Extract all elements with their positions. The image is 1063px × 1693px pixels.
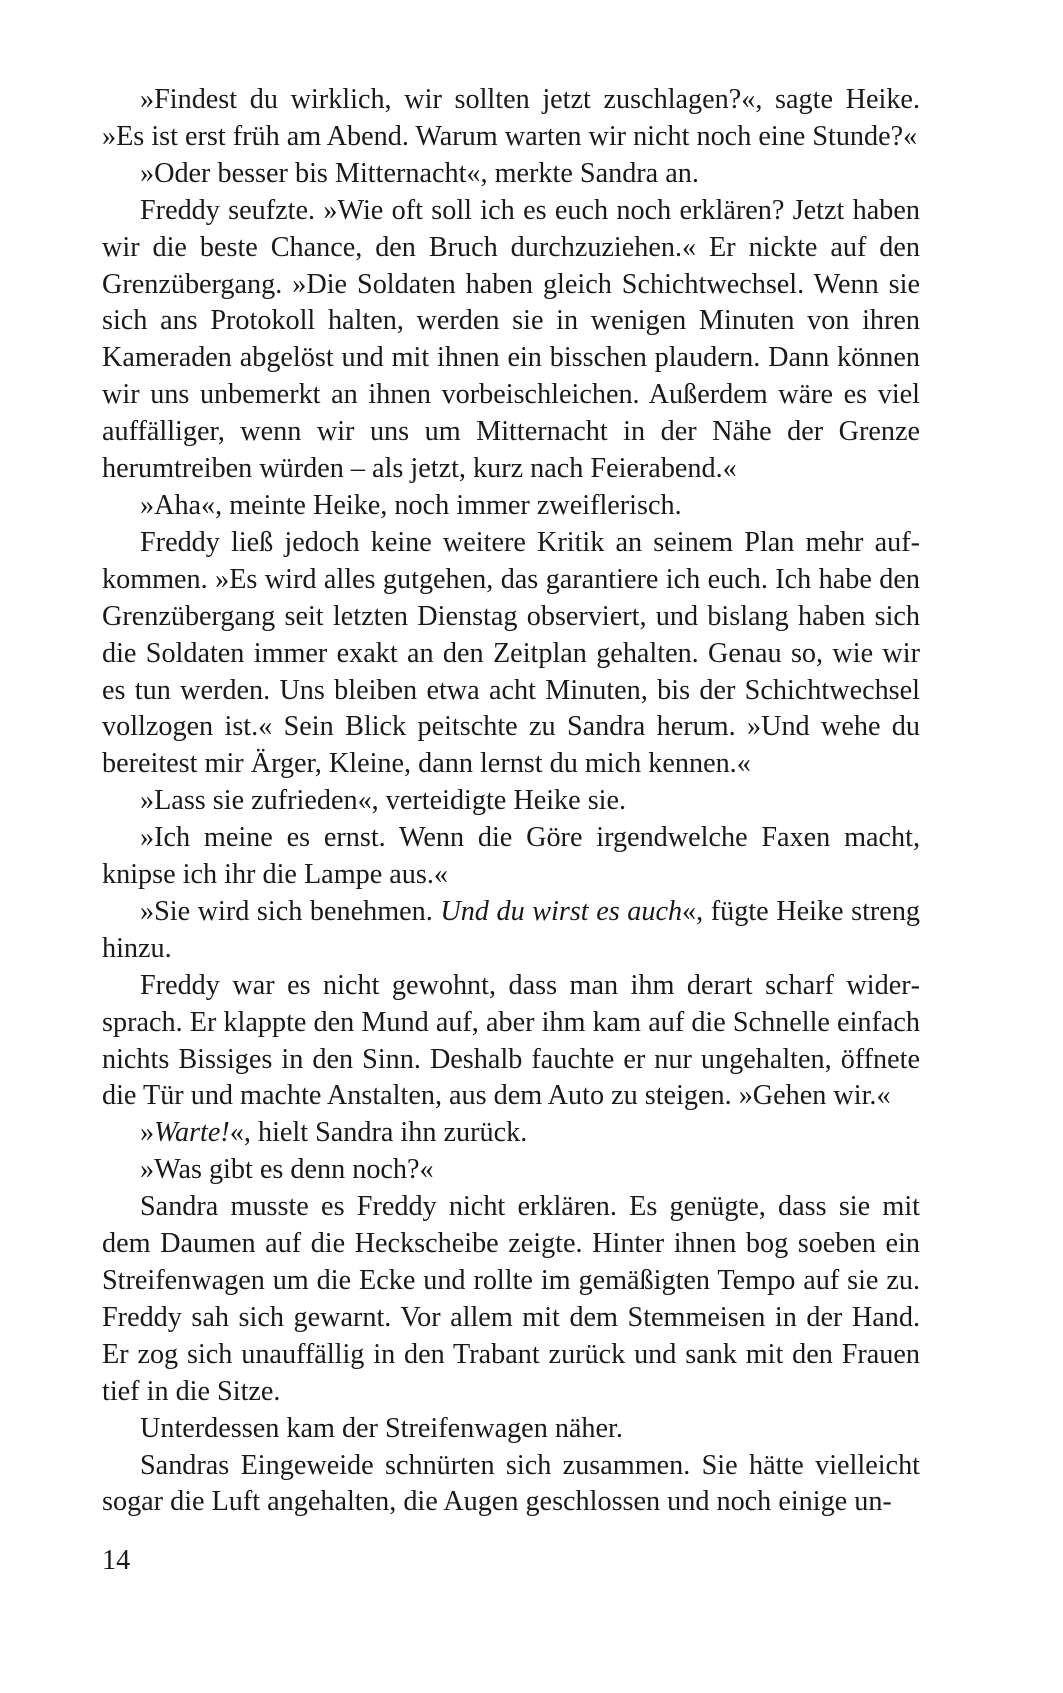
page-number: 14 [102,1545,131,1576]
paragraph-text: »Sie wird sich benehmen. [140,895,441,927]
paragraph: »Was gibt es denn noch?« [140,1154,434,1186]
paragraph: Freddy ließ jedoch keine weitere Kritik an seinem Plan mehr aufkommen. »Es wird alles gutgehen, das garantiere ich euch. Ich habe den Grenzübergang seit letzten Dienstag observiert, und bislang haben sich die Soldaten immer exakt an den Zeitplan gehalten. Genau so, wie wir es tun werden. Uns bleiben etwa acht Minuten, bis der Schichtwechsel vollzogen ist.« Sein Blick peitschte zu Sandra herum. »Und wehe du bereitest mir Ärger, Kleine, dann lernst du mich kennen.« [102,526,920,780]
paragraph: Sandras Eingeweide schnürten sich zusammen. Sie hätte vielleicht sogar die Luft angehalten, die Augen geschlossen und noch einige un- [102,1449,920,1518]
italic-emphasis: Warte! [154,1117,230,1149]
italic-emphasis: Und du wirst es auch [440,895,683,927]
paragraph-text: «, hielt Sandra ihn zurück. [229,1117,528,1149]
paragraph: »Aha«, meinte Heike, noch immer zweiflerisch. [140,489,682,521]
paragraph [102,1115,920,1152]
book-page-text [102,82,920,1521]
paragraph: »Lass sie zufrieden«, verteidigte Heike sie. [140,785,627,817]
paragraph-text: » [140,1117,155,1149]
paragraph: »Ich meine es ernst. Wenn die Göre irgendwelche Faxen macht, knipse ich ihr die Lampe aus.« [102,822,920,891]
paragraph: Unterdessen kam der Streifenwagen näher. [140,1412,623,1444]
paragraph: Freddy seufzte. »Wie oft soll ich es euch noch erklären? Jetzt haben wir die beste Chance, den Bruch durchzuziehen.« Er nickte auf den Grenzübergang. »Die Soldaten haben gleich Schichtwechsel. Wenn sie sich ans Protokoll halten, werden sie in wenigen Minuten von ihren Kameraden abgelöst und mit ihnen ein bisschen plaudern. Dann können wir uns unbemerkt an ihnen vorbeischleichen. Außerdem wäre es viel auffälliger, wenn wir uns um Mitternacht in der Nähe der Grenze herumtreiben würden – als jetzt, kurz nach Feierabend.« [102,194,920,485]
paragraph: »Oder besser bis Mitternacht«, merkte Sandra an. [140,157,699,189]
paragraph: Sandra musste es Freddy nicht erklären. Es genügte, dass sie mit dem Daumen auf die Heckscheibe zeigte. Hinter ihnen bog soeben ein Streifenwagen um die Ecke und rollte im gemäßigten Tempo auf sie zu. Freddy sah sich gewarnt. Vor allem mit dem Stemmeisen in der Hand. Er zog sich unauffällig in den Trabant zurück und sank mit den Frauen tief in die Sitze. [102,1191,920,1407]
paragraph-text: «, fügte Heike streng hinzu. [102,895,921,964]
paragraph [102,894,920,968]
paragraph: »Findest du wirklich, wir sollten jetzt zuschlagen?«, sagte Heike. »Es ist erst früh am Abend. Warum warten wir nicht noch eine Stunde?« [102,84,920,152]
paragraph: Freddy war es nicht gewohnt, dass man ihm derart scharf widersprach. Er klappte den Mund auf, aber ihm kam auf die Schnelle einfach nichts Bissiges in den Sinn. Deshalb fauchte er nur ungehalten, öffnete die Tür und machte Anstalten, aus dem Auto zu steigen. »Gehen wir.« [102,969,920,1112]
